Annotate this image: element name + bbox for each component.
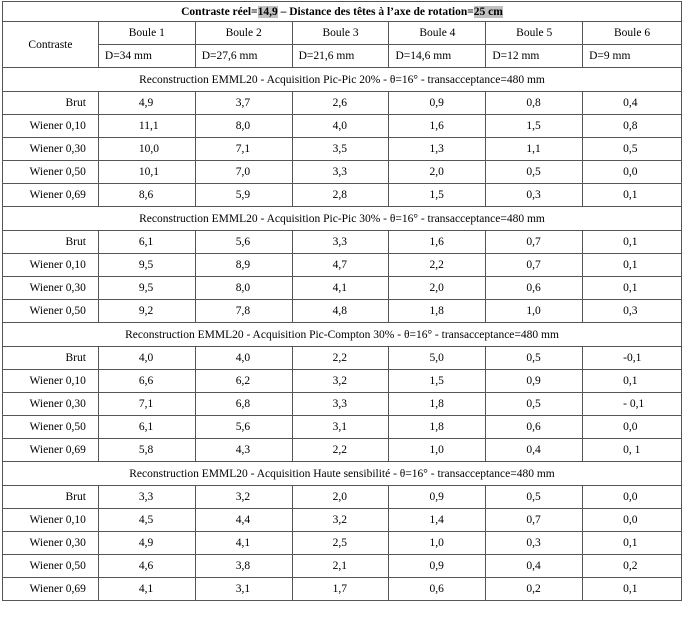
table-cell: 1,5	[486, 115, 583, 138]
table-cell: 5,6	[195, 231, 292, 254]
header-row-diameters	[3, 45, 682, 68]
table-cell: 4,1	[98, 578, 195, 601]
table-cell: 0,0	[583, 161, 682, 184]
table-cell: 3,5	[292, 138, 389, 161]
table-cell: 9,5	[98, 254, 195, 277]
table-cell: 1,6	[389, 231, 486, 254]
table-cell: 7,8	[195, 300, 292, 323]
table-cell: 7,0	[195, 161, 292, 184]
contrast-table	[2, 1, 682, 601]
table-cell: 0,8	[583, 115, 682, 138]
table-cell: 11,1	[98, 115, 195, 138]
table-cell: 0,2	[486, 578, 583, 601]
table-cell: 3,7	[195, 92, 292, 115]
table-cell: 1,6	[389, 115, 486, 138]
table-cell: 2,0	[389, 161, 486, 184]
table-cell: 4,5	[98, 509, 195, 532]
table-cell: 0,5	[486, 486, 583, 509]
table-title	[3, 2, 682, 22]
table-row	[3, 138, 682, 161]
table-cell: 1,8	[389, 300, 486, 323]
row-label: Brut	[3, 231, 99, 254]
section-title: Reconstruction EMML20 - Acquisition Pic-Pic 30% - θ=16° - transacceptance=480 mm	[3, 207, 682, 231]
boule-header: Boule 6	[583, 22, 682, 45]
row-label: Wiener 0,10	[3, 115, 99, 138]
table-row	[3, 370, 682, 393]
table-row	[3, 393, 682, 416]
table-cell: 0,8	[486, 92, 583, 115]
table-cell: 0,1	[583, 254, 682, 277]
table-cell: 9,2	[98, 300, 195, 323]
table-cell: 6,2	[195, 370, 292, 393]
table-cell: 0,3	[486, 532, 583, 555]
table-title-row	[3, 2, 682, 22]
table-cell: 7,1	[98, 393, 195, 416]
row-label: Wiener 0,69	[3, 184, 99, 207]
table-cell: 1,0	[389, 439, 486, 462]
row-label: Wiener 0,10	[3, 370, 99, 393]
table-cell: 4,7	[292, 254, 389, 277]
table-cell: 0,7	[486, 231, 583, 254]
table-cell: 4,0	[292, 115, 389, 138]
table-cell: 0,7	[486, 254, 583, 277]
table-cell: 6,1	[98, 416, 195, 439]
table-cell: 0,3	[583, 300, 682, 323]
table-cell: 4,6	[98, 555, 195, 578]
table-cell: 0,4	[583, 92, 682, 115]
table-cell: 0,1	[583, 231, 682, 254]
table-cell: 6,6	[98, 370, 195, 393]
section-title: Reconstruction EMML20 - Acquisition Pic-Pic 20% - θ=16° - transacceptance=480 mm	[3, 68, 682, 92]
section-title-row	[3, 207, 682, 231]
row-label: Brut	[3, 347, 99, 370]
table-cell: 0,6	[389, 578, 486, 601]
table-cell: 4,9	[98, 92, 195, 115]
table-row	[3, 231, 682, 254]
table-row	[3, 277, 682, 300]
table-cell: 10,0	[98, 138, 195, 161]
section-title-row	[3, 462, 682, 486]
section-title: Reconstruction EMML20 - Acquisition Pic-Compton 30% - θ=16° - transacceptance=480 mm	[3, 323, 682, 347]
table-cell: 0, 1	[583, 439, 682, 462]
table-cell: 2,2	[389, 254, 486, 277]
table-cell: 0,6	[486, 277, 583, 300]
table-cell: -0,1	[583, 347, 682, 370]
table-cell: 8,0	[195, 277, 292, 300]
table-cell: 3,2	[292, 509, 389, 532]
table-cell: 1,5	[389, 370, 486, 393]
table-cell: 6,1	[98, 231, 195, 254]
boule-header: Boule 2	[195, 22, 292, 45]
boule-header: Boule 4	[389, 22, 486, 45]
table-cell: 0,1	[583, 370, 682, 393]
table-cell: 0,6	[486, 416, 583, 439]
table-cell: 3,3	[292, 161, 389, 184]
table-cell: 4,1	[292, 277, 389, 300]
row-label: Wiener 0,30	[3, 532, 99, 555]
title-contrast-value: 14,9	[257, 5, 278, 18]
boule-header: Boule 1	[98, 22, 195, 45]
table-cell: 7,1	[195, 138, 292, 161]
row-label: Wiener 0,69	[3, 578, 99, 601]
contraste-header: Contraste	[3, 22, 99, 68]
row-label: Brut	[3, 486, 99, 509]
table-cell: 2,0	[389, 277, 486, 300]
row-label: Brut	[3, 92, 99, 115]
table-cell: 6,8	[195, 393, 292, 416]
row-label: Wiener 0,50	[3, 300, 99, 323]
diameter-header: D=14,6 mm	[389, 45, 486, 68]
table-cell: 0,5	[583, 138, 682, 161]
table-row	[3, 115, 682, 138]
table-cell: 4,9	[98, 532, 195, 555]
table-cell: 0,0	[583, 509, 682, 532]
table-row	[3, 578, 682, 601]
table-cell: 2,2	[292, 347, 389, 370]
table-row	[3, 532, 682, 555]
row-label: Wiener 0,10	[3, 254, 99, 277]
table-cell: 3,3	[98, 486, 195, 509]
table-cell: 4,3	[195, 439, 292, 462]
table-cell: 4,8	[292, 300, 389, 323]
section-title-row	[3, 68, 682, 92]
table-cell: 8,6	[98, 184, 195, 207]
table-cell: 0,3	[486, 184, 583, 207]
table-cell: 0,1	[583, 277, 682, 300]
section-title: Reconstruction EMML20 - Acquisition Haute sensibilité - θ=16° - transacceptance=480 mm	[3, 462, 682, 486]
table-cell: 1,3	[389, 138, 486, 161]
table-cell: 2,5	[292, 532, 389, 555]
diameter-header: D=12 mm	[486, 45, 583, 68]
table-cell: 1,8	[389, 393, 486, 416]
title-distance-value: 25 cm	[473, 5, 503, 18]
table-row	[3, 184, 682, 207]
table-cell: 0,0	[583, 486, 682, 509]
table-cell: 5,9	[195, 184, 292, 207]
row-label: Wiener 0,50	[3, 555, 99, 578]
table-cell: 0,0	[583, 416, 682, 439]
title-prefix: Contraste réel=	[181, 5, 258, 18]
row-label: Wiener 0,10	[3, 509, 99, 532]
table-cell: 2,1	[292, 555, 389, 578]
table-cell: 0,5	[486, 393, 583, 416]
table-cell: 0,1	[583, 532, 682, 555]
table-cell: 0,4	[486, 555, 583, 578]
contrast-table-container	[2, 1, 682, 601]
table-cell: 2,8	[292, 184, 389, 207]
table-cell: 5,8	[98, 439, 195, 462]
table-cell: 1,0	[486, 300, 583, 323]
row-label: Wiener 0,50	[3, 416, 99, 439]
table-cell: - 0,1	[583, 393, 682, 416]
table-cell: 3,8	[195, 555, 292, 578]
row-label: Wiener 0,30	[3, 138, 99, 161]
table-cell: 4,0	[98, 347, 195, 370]
table-cell: 8,0	[195, 115, 292, 138]
table-cell: 0,1	[583, 184, 682, 207]
table-cell: 0,5	[486, 161, 583, 184]
table-cell: 0,9	[389, 555, 486, 578]
header-row-boules	[3, 22, 682, 45]
diameter-header: D=34 mm	[98, 45, 195, 68]
diameter-header: D=21,6 mm	[292, 45, 389, 68]
table-cell: 0,4	[486, 439, 583, 462]
table-cell: 2,0	[292, 486, 389, 509]
table-cell: 4,0	[195, 347, 292, 370]
table-row	[3, 300, 682, 323]
table-row	[3, 92, 682, 115]
table-cell: 0,9	[389, 92, 486, 115]
table-cell: 10,1	[98, 161, 195, 184]
section-title-row	[3, 323, 682, 347]
table-cell: 3,1	[292, 416, 389, 439]
diameter-header: D=27,6 mm	[195, 45, 292, 68]
table-cell: 0,2	[583, 555, 682, 578]
table-cell: 1,8	[389, 416, 486, 439]
table-cell: 5,6	[195, 416, 292, 439]
table-cell: 3,3	[292, 231, 389, 254]
table-row	[3, 416, 682, 439]
row-label: Wiener 0,69	[3, 439, 99, 462]
table-row	[3, 509, 682, 532]
table-cell: 3,1	[195, 578, 292, 601]
table-cell: 4,1	[195, 532, 292, 555]
table-cell: 1,4	[389, 509, 486, 532]
table-cell: 0,9	[486, 370, 583, 393]
table-cell: 3,2	[292, 370, 389, 393]
row-label: Wiener 0,30	[3, 277, 99, 300]
table-cell: 0,7	[486, 509, 583, 532]
table-cell: 5,0	[389, 347, 486, 370]
table-row	[3, 486, 682, 509]
table-cell: 2,2	[292, 439, 389, 462]
table-cell: 1,7	[292, 578, 389, 601]
table-row	[3, 161, 682, 184]
table-cell: 9,5	[98, 277, 195, 300]
boule-header: Boule 5	[486, 22, 583, 45]
table-row	[3, 254, 682, 277]
title-middle: – Distance des têtes à l’axe de rotation=	[277, 5, 474, 18]
table-cell: 8,9	[195, 254, 292, 277]
diameter-header: D=9 mm	[583, 45, 682, 68]
table-cell: 1,5	[389, 184, 486, 207]
table-cell: 0,9	[389, 486, 486, 509]
boule-header: Boule 3	[292, 22, 389, 45]
table-cell: 1,0	[389, 532, 486, 555]
row-label: Wiener 0,30	[3, 393, 99, 416]
table-row	[3, 439, 682, 462]
table-cell: 2,6	[292, 92, 389, 115]
row-label: Wiener 0,50	[3, 161, 99, 184]
table-cell: 3,3	[292, 393, 389, 416]
table-row	[3, 347, 682, 370]
table-cell: 3,2	[195, 486, 292, 509]
table-row	[3, 555, 682, 578]
table-cell: 0,5	[486, 347, 583, 370]
table-cell: 4,4	[195, 509, 292, 532]
table-cell: 0,1	[583, 578, 682, 601]
table-cell: 1,1	[486, 138, 583, 161]
